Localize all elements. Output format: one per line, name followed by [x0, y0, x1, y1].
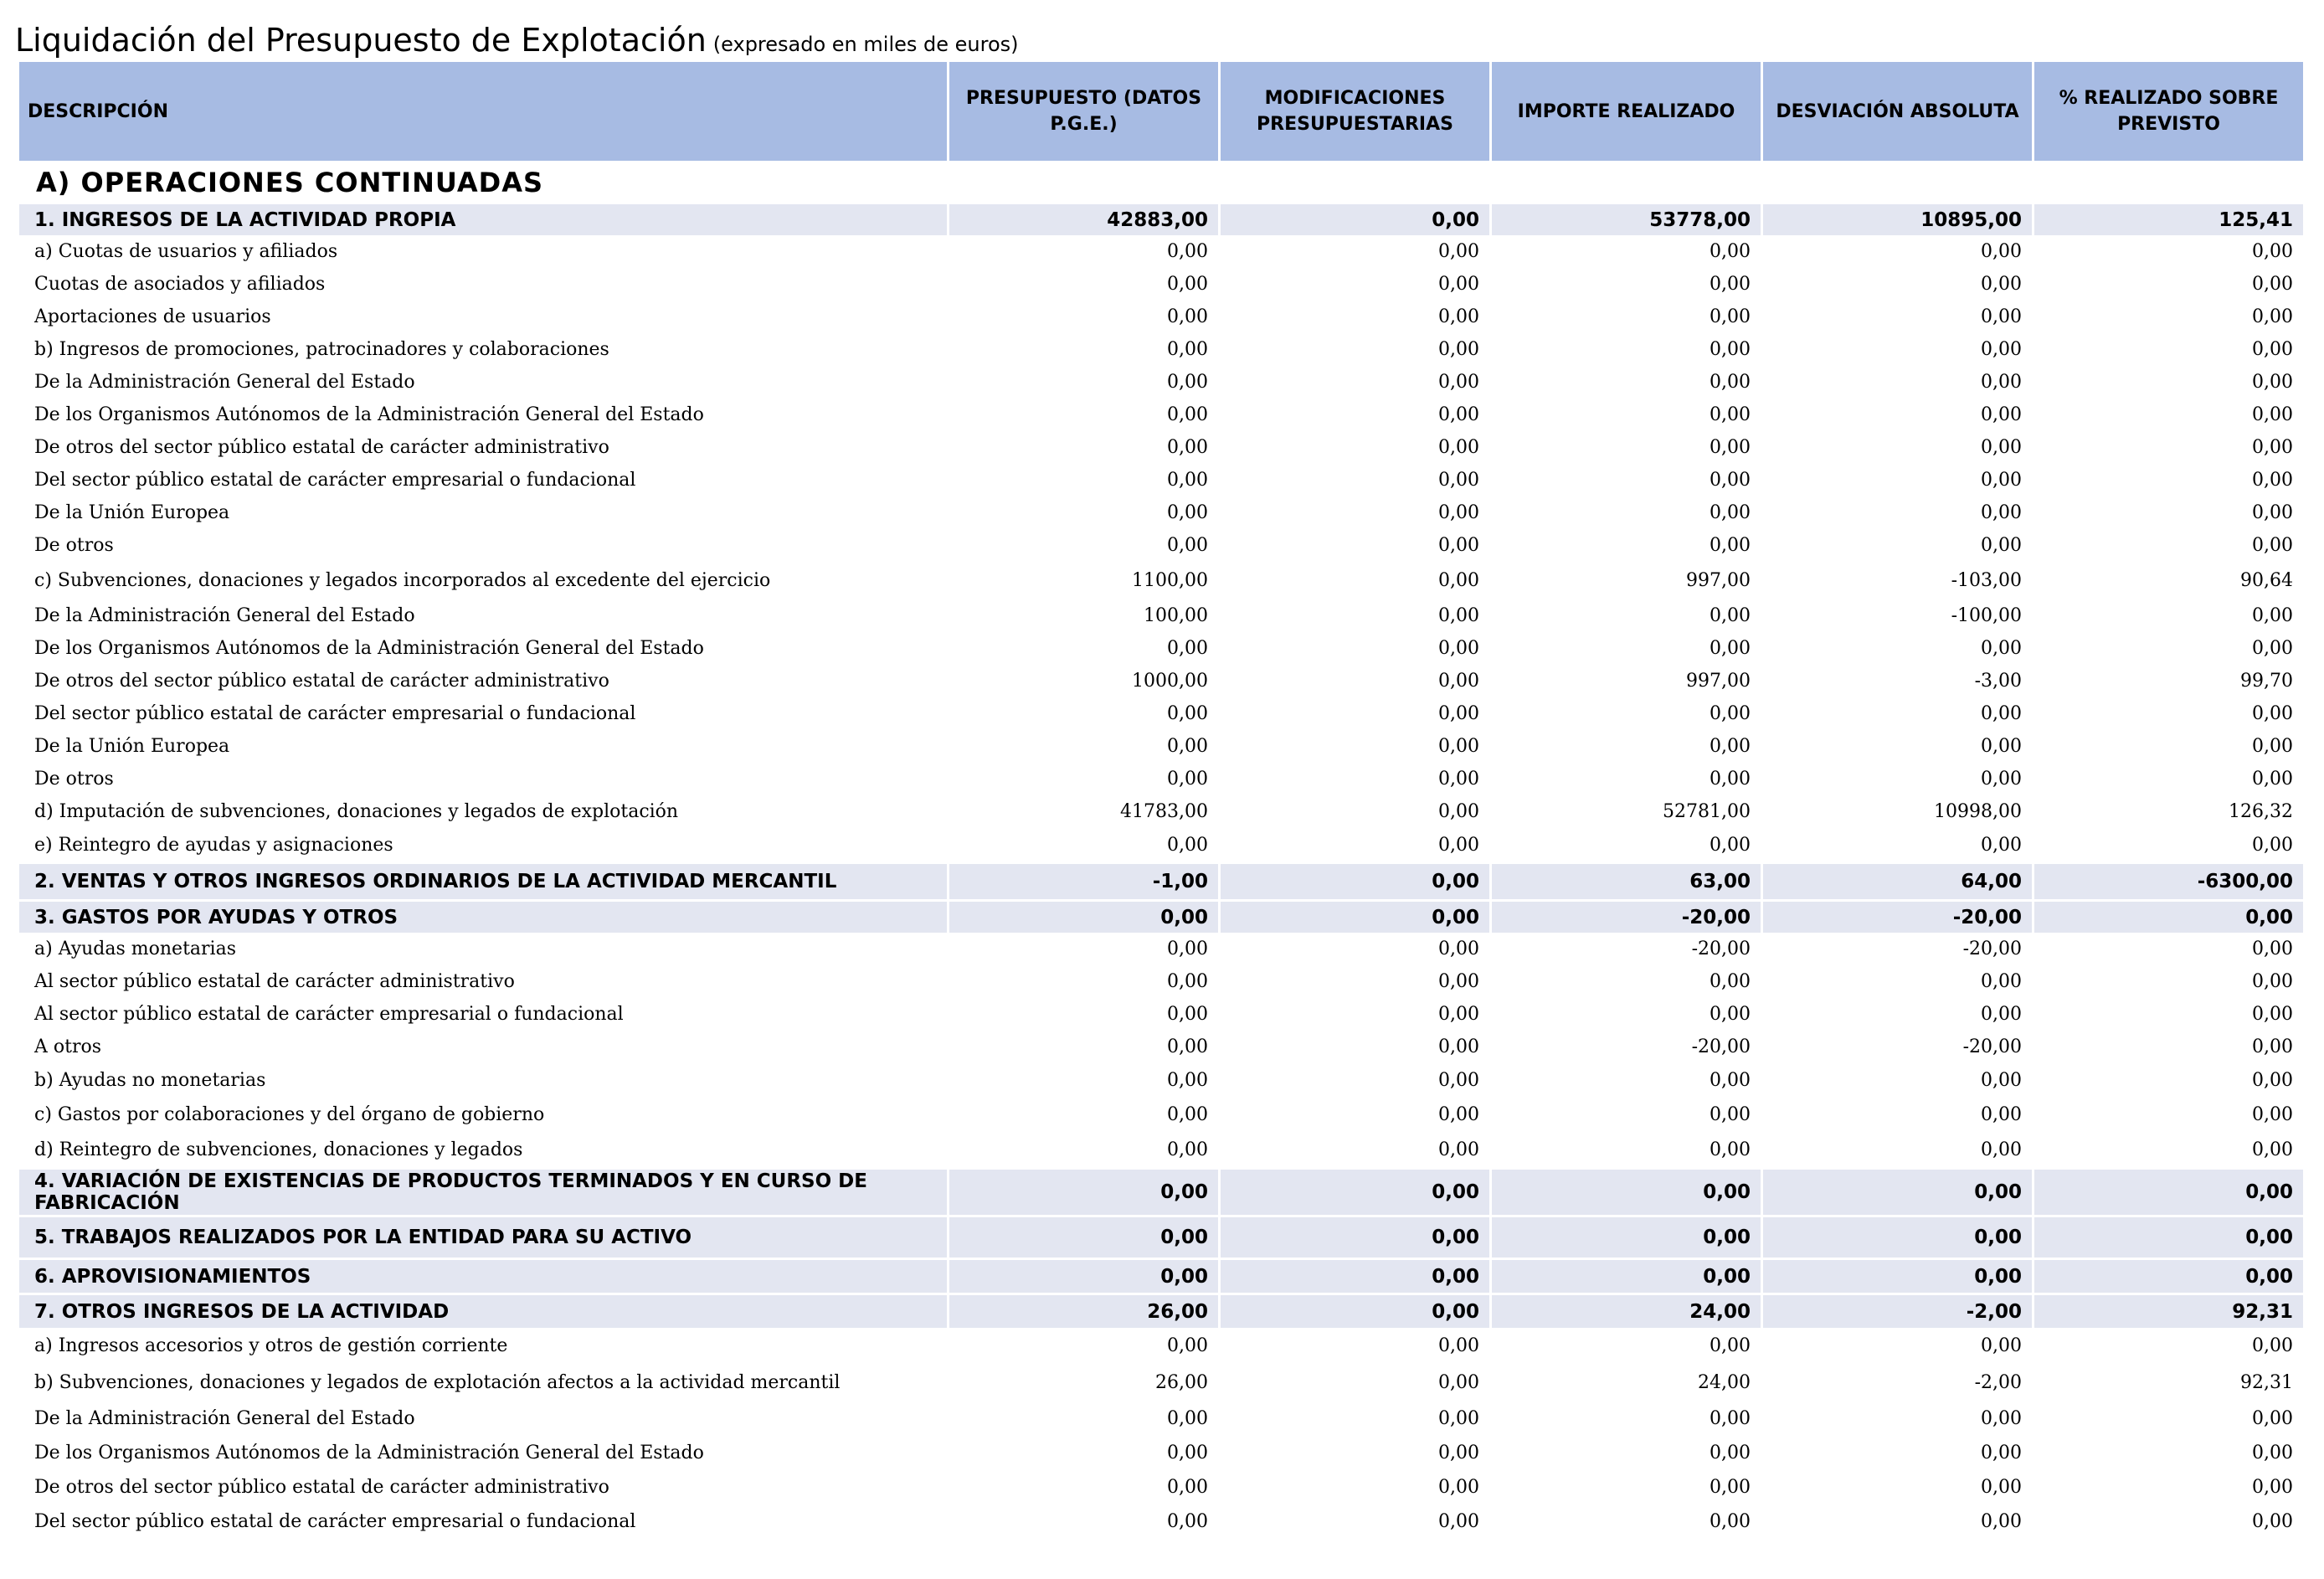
cell-desviacion: 0,00 [1981, 736, 2022, 757]
cell-importe-realizado: 0,00 [1710, 372, 1751, 393]
table-row [19, 795, 2303, 828]
cell-modificaciones: 0,00 [1438, 834, 1479, 856]
cell-importe-realizado: 0,00 [1710, 736, 1751, 757]
cell-porcentaje: 0,00 [2252, 306, 2293, 327]
cell-porcentaje: 0,00 [2252, 274, 2293, 295]
cell-presupuesto: 26,00 [949, 1293, 1218, 1328]
row-description: b) Subvenciones, donaciones y legados de explotación afectos a la actividad mercantil [34, 1371, 841, 1393]
row-description: 1. INGRESOS DE LA ACTIVIDAD PROPIA [19, 202, 947, 235]
cell-modificaciones: 0,00 [1221, 1258, 1489, 1293]
cell-presupuesto: 0,00 [1167, 241, 1208, 262]
cell-modificaciones: 0,00 [1438, 1371, 1479, 1393]
col-header-porcentaje: % REALIZADO SOBRE PREVISTO [2034, 62, 2303, 163]
row-description: Aportaciones de usuarios [34, 306, 271, 327]
row-description: Del sector público estatal de carácter empresarial o fundacional [34, 1511, 636, 1532]
cell-modificaciones: 0,00 [1438, 1335, 1479, 1356]
table-row [19, 933, 2303, 965]
cell-porcentaje: 0,00 [2252, 1335, 2293, 1356]
cell-presupuesto: 41783,00 [1120, 801, 1208, 822]
cell-desviacion: 0,00 [1981, 1104, 2022, 1125]
cell-presupuesto: 0,00 [1167, 306, 1208, 327]
cell-porcentaje: 0,00 [2252, 834, 2293, 856]
cell-porcentaje: 0,00 [2252, 971, 2293, 992]
table-row [19, 965, 2303, 998]
cell-modificaciones: 0,00 [1438, 1070, 1479, 1091]
cell-porcentaje: 0,00 [2252, 535, 2293, 556]
cell-importe-realizado: 0,00 [1710, 769, 1751, 790]
table-row [19, 599, 2303, 632]
cell-porcentaje: 0,00 [2252, 1004, 2293, 1025]
cell-modificaciones: 0,00 [1438, 671, 1479, 692]
row-description: Del sector público estatal de carácter empresarial o fundacional [34, 470, 636, 491]
cell-presupuesto: 0,00 [1167, 1477, 1208, 1498]
cell-modificaciones: 0,00 [1438, 769, 1479, 790]
cell-modificaciones: 0,00 [1438, 1139, 1479, 1160]
table-header-row [19, 62, 2303, 163]
table-row [19, 697, 2303, 730]
cell-porcentaje: 0,00 [2252, 1070, 2293, 1091]
cell-porcentaje: 0,00 [2252, 638, 2293, 659]
cell-importe-realizado: 0,00 [1492, 1167, 1761, 1215]
cell-importe-realizado: 0,00 [1710, 1335, 1751, 1356]
table-row [19, 632, 2303, 665]
cell-porcentaje: 0,00 [2252, 605, 2293, 626]
cell-porcentaje: 0,00 [2252, 1408, 2293, 1429]
cell-desviacion: 0,00 [1981, 1335, 2022, 1356]
cell-desviacion: -20,00 [1962, 939, 2022, 959]
cell-presupuesto: 0,00 [1167, 404, 1208, 425]
section-row [19, 163, 2303, 202]
row-description: Del sector público estatal de carácter empresarial o fundacional [34, 703, 636, 724]
cell-importe-realizado: 0,00 [1710, 971, 1751, 992]
cell-modificaciones: 0,00 [1438, 1004, 1479, 1025]
table-row [19, 301, 2303, 333]
table-row [19, 1031, 2303, 1063]
cell-desviacion: 0,00 [1981, 306, 2022, 327]
table-row [19, 1098, 2303, 1132]
cell-porcentaje: 0,00 [2252, 703, 2293, 724]
row-description: d) Reintegro de subvenciones, donaciones y legados [34, 1139, 523, 1160]
cell-presupuesto: 0,00 [1167, 971, 1208, 992]
cell-modificaciones: 0,00 [1438, 437, 1479, 458]
row-description: 7. OTROS INGRESOS DE LA ACTIVIDAD [19, 1293, 947, 1328]
cell-desviacion: 0,00 [1981, 339, 2022, 360]
cell-importe-realizado: 0,00 [1710, 437, 1751, 458]
cell-porcentaje: 0,00 [2252, 1104, 2293, 1125]
table-row [19, 268, 2303, 301]
table-row [19, 828, 2303, 862]
cell-importe-realizado: 0,00 [1710, 535, 1751, 556]
cell-porcentaje: 0,00 [2252, 437, 2293, 458]
cell-presupuesto: 0,00 [1167, 1104, 1208, 1125]
cell-modificaciones: 0,00 [1438, 1408, 1479, 1429]
col-header-descripcion: DESCRIPCIÓN [19, 62, 947, 163]
table-row [19, 763, 2303, 795]
table-row [19, 665, 2303, 697]
row-description: a) Ingresos accesorios y otros de gestión corriente [34, 1335, 508, 1356]
cell-porcentaje: 0,00 [2252, 1036, 2293, 1057]
cell-desviacion: 0,00 [1981, 404, 2022, 425]
cell-presupuesto: 0,00 [949, 1167, 1218, 1215]
cell-modificaciones: 0,00 [1221, 899, 1489, 933]
cell-presupuesto: 0,00 [949, 1215, 1218, 1258]
cell-presupuesto: -1,00 [949, 862, 1218, 899]
row-description: 6. APROVISIONAMIENTOS [19, 1258, 947, 1293]
cell-presupuesto: 0,00 [1167, 1511, 1208, 1532]
col-header-modificaciones: MODIFICACIONES PRESUPUESTARIAS [1221, 62, 1489, 163]
cell-modificaciones: 0,00 [1438, 404, 1479, 425]
col-header-presupuesto: PRESUPUESTO (DATOS P.G.E.) [949, 62, 1218, 163]
cell-importe-realizado: -20,00 [1691, 1036, 1751, 1057]
cell-modificaciones: 0,00 [1438, 605, 1479, 626]
table-group-row [19, 1293, 2303, 1328]
cell-presupuesto: 0,00 [1167, 502, 1208, 523]
cell-importe-realizado: 0,00 [1710, 1408, 1751, 1429]
row-description: De la Administración General del Estado [34, 372, 415, 393]
table-row [19, 464, 2303, 496]
cell-modificaciones: 0,00 [1221, 1215, 1489, 1258]
row-description: A otros [34, 1036, 102, 1057]
cell-desviacion: 10895,00 [1763, 202, 2032, 235]
cell-desviacion: 0,00 [1981, 1408, 2022, 1429]
cell-presupuesto: 0,00 [1167, 1036, 1208, 1057]
row-description: 2. VENTAS Y OTROS INGRESOS ORDINARIOS DE LA ACTIVIDAD MERCANTIL [19, 862, 947, 899]
table-row [19, 333, 2303, 366]
cell-desviacion: 0,00 [1763, 1215, 2032, 1258]
cell-presupuesto: 0,00 [1167, 372, 1208, 393]
cell-presupuesto: 100,00 [1144, 605, 1208, 626]
table-row [19, 562, 2303, 599]
cell-desviacion: 0,00 [1981, 834, 2022, 856]
cell-presupuesto: 0,00 [1167, 736, 1208, 757]
table-row [19, 998, 2303, 1031]
cell-porcentaje: 0,00 [2034, 899, 2303, 933]
title-units: (expresado en miles de euros) [712, 33, 1019, 56]
cell-modificaciones: 0,00 [1438, 801, 1479, 822]
cell-desviacion: -20,00 [1763, 899, 2032, 933]
cell-desviacion: 0,00 [1981, 1477, 2022, 1498]
cell-importe-realizado: 0,00 [1710, 502, 1751, 523]
cell-desviacion: 10998,00 [1934, 801, 2022, 822]
row-description: a) Cuotas de usuarios y afiliados [34, 241, 338, 262]
cell-desviacion: 0,00 [1981, 638, 2022, 659]
cell-presupuesto: 0,00 [1167, 834, 1208, 856]
row-description: Al sector público estatal de carácter empresarial o fundacional [34, 1004, 624, 1025]
cell-modificaciones: 0,00 [1438, 570, 1479, 591]
cell-presupuesto: 0,00 [1167, 1004, 1208, 1025]
cell-modificaciones: 0,00 [1438, 339, 1479, 360]
row-description: b) Ingresos de promociones, patrocinadores y colaboraciones [34, 339, 609, 360]
cell-porcentaje: 0,00 [2034, 1215, 2303, 1258]
cell-modificaciones: 0,00 [1438, 971, 1479, 992]
table-row [19, 1470, 2303, 1504]
cell-desviacion: 0,00 [1981, 1004, 2022, 1025]
table-row [19, 1402, 2303, 1436]
cell-presupuesto: 0,00 [1167, 535, 1208, 556]
cell-desviacion: 0,00 [1981, 1070, 2022, 1091]
table-row [19, 431, 2303, 464]
table-row [19, 1436, 2303, 1470]
row-description: De los Organismos Autónomos de la Administración General del Estado [34, 404, 704, 425]
row-description: d) Imputación de subvenciones, donaciones y legados de explotación [34, 801, 679, 822]
table-group-row [19, 899, 2303, 933]
table-row [19, 366, 2303, 399]
cell-desviacion: 0,00 [1981, 502, 2022, 523]
row-description: De otros del sector público estatal de carácter administrativo [34, 437, 609, 458]
cell-importe-realizado: 63,00 [1492, 862, 1761, 899]
cell-desviacion: 0,00 [1981, 535, 2022, 556]
cell-presupuesto: 0,00 [1167, 274, 1208, 295]
cell-modificaciones: 0,00 [1221, 1293, 1489, 1328]
cell-importe-realizado: 0,00 [1710, 1104, 1751, 1125]
cell-importe-realizado: 0,00 [1710, 605, 1751, 626]
cell-presupuesto: 1000,00 [1132, 671, 1208, 692]
table-row [19, 529, 2303, 562]
row-description: e) Reintegro de ayudas y asignaciones [34, 834, 393, 856]
cell-importe-realizado: 997,00 [1686, 570, 1751, 591]
cell-desviacion: 0,00 [1763, 1167, 2032, 1215]
cell-modificaciones: 0,00 [1221, 1167, 1489, 1215]
cell-modificaciones: 0,00 [1438, 1036, 1479, 1057]
cell-desviacion: 64,00 [1763, 862, 2032, 899]
row-description: 3. GASTOS POR AYUDAS Y OTROS [19, 899, 947, 933]
table-row [19, 1504, 2303, 1539]
cell-desviacion: 0,00 [1981, 470, 2022, 491]
cell-porcentaje: 99,70 [2240, 671, 2293, 692]
cell-porcentaje: 0,00 [2252, 372, 2293, 393]
table-row [19, 730, 2303, 763]
budget-table [17, 62, 2306, 1539]
row-description: De otros del sector público estatal de carácter administrativo [34, 671, 609, 692]
cell-modificaciones: 0,00 [1438, 736, 1479, 757]
table-group-row [19, 1215, 2303, 1258]
cell-presupuesto: 0,00 [1167, 1443, 1208, 1463]
row-description: De la Administración General del Estado [34, 1408, 415, 1429]
cell-porcentaje: 0,00 [2252, 404, 2293, 425]
cell-presupuesto: 0,00 [949, 899, 1218, 933]
cell-desviacion: -3,00 [1974, 671, 2022, 692]
cell-desviacion: -100,00 [1951, 605, 2022, 626]
row-description: De otros [34, 535, 114, 556]
cell-modificaciones: 0,00 [1221, 202, 1489, 235]
cell-presupuesto: 0,00 [1167, 703, 1208, 724]
cell-desviacion: 0,00 [1981, 971, 2022, 992]
cell-modificaciones: 0,00 [1438, 535, 1479, 556]
cell-importe-realizado: 0,00 [1710, 339, 1751, 360]
cell-desviacion: 0,00 [1981, 437, 2022, 458]
cell-importe-realizado: 0,00 [1710, 404, 1751, 425]
cell-importe-realizado: 0,00 [1710, 834, 1751, 856]
cell-porcentaje: 0,00 [2252, 1511, 2293, 1532]
cell-presupuesto: 0,00 [949, 1258, 1218, 1293]
cell-modificaciones: 0,00 [1438, 939, 1479, 959]
section-title: A) OPERACIONES CONTINUADAS [36, 167, 543, 198]
row-description: Cuotas de asociados y afiliados [34, 274, 326, 295]
cell-modificaciones: 0,00 [1438, 1477, 1479, 1498]
cell-desviacion: -2,00 [1974, 1371, 2022, 1393]
cell-porcentaje: 0,00 [2252, 470, 2293, 491]
cell-importe-realizado: 53778,00 [1492, 202, 1761, 235]
table-row [19, 235, 2303, 268]
cell-porcentaje: -6300,00 [2034, 862, 2303, 899]
cell-porcentaje: 0,00 [2034, 1167, 2303, 1215]
table-group-row [19, 1167, 2303, 1215]
table-row [19, 399, 2303, 431]
table-row [19, 1132, 2303, 1167]
cell-presupuesto: 0,00 [1167, 339, 1208, 360]
cell-modificaciones: 0,00 [1438, 638, 1479, 659]
cell-modificaciones: 0,00 [1438, 241, 1479, 262]
col-header-importe-realizado: IMPORTE REALIZADO [1492, 62, 1761, 163]
cell-importe-realizado: 0,00 [1710, 306, 1751, 327]
row-description: De la Unión Europea [34, 736, 230, 757]
cell-importe-realizado: 0,00 [1710, 1070, 1751, 1091]
cell-porcentaje: 126,32 [2229, 801, 2293, 822]
cell-modificaciones: 0,00 [1438, 372, 1479, 393]
cell-importe-realizado: 0,00 [1710, 1477, 1751, 1498]
cell-modificaciones: 0,00 [1438, 1104, 1479, 1125]
cell-desviacion: 0,00 [1981, 703, 2022, 724]
cell-importe-realizado: 0,00 [1492, 1215, 1761, 1258]
cell-desviacion: 0,00 [1981, 769, 2022, 790]
cell-desviacion: 0,00 [1981, 241, 2022, 262]
row-description: c) Subvenciones, donaciones y legados incorporados al excedente del ejercicio [34, 570, 771, 591]
cell-presupuesto: 26,00 [1155, 1371, 1208, 1393]
table-row [19, 1063, 2303, 1098]
cell-desviacion: 0,00 [1981, 274, 2022, 295]
cell-porcentaje: 92,31 [2034, 1293, 2303, 1328]
cell-importe-realizado: 0,00 [1710, 274, 1751, 295]
cell-porcentaje: 0,00 [2252, 1139, 2293, 1160]
cell-importe-realizado: 0,00 [1710, 1004, 1751, 1025]
cell-porcentaje: 0,00 [2252, 939, 2293, 959]
cell-porcentaje: 0,00 [2252, 736, 2293, 757]
cell-desviacion: 0,00 [1763, 1258, 2032, 1293]
cell-desviacion: 0,00 [1981, 1511, 2022, 1532]
row-description: De otros del sector público estatal de carácter administrativo [34, 1477, 609, 1498]
cell-porcentaje: 0,00 [2252, 502, 2293, 523]
cell-modificaciones: 0,00 [1438, 502, 1479, 523]
row-description: De los Organismos Autónomos de la Administración General del Estado [34, 638, 704, 659]
row-description: De la Administración General del Estado [34, 605, 415, 626]
cell-porcentaje: 0,00 [2252, 769, 2293, 790]
cell-porcentaje: 92,31 [2240, 1371, 2293, 1393]
table-body [19, 163, 2303, 1539]
cell-modificaciones: 0,00 [1438, 703, 1479, 724]
cell-modificaciones: 0,00 [1438, 470, 1479, 491]
page-title [15, 22, 1019, 59]
cell-importe-realizado: 0,00 [1710, 703, 1751, 724]
row-description: De los Organismos Autónomos de la Administración General del Estado [34, 1443, 704, 1463]
cell-importe-realizado: 0,00 [1492, 1258, 1761, 1293]
cell-presupuesto: 0,00 [1167, 769, 1208, 790]
cell-desviacion: 0,00 [1981, 1443, 2022, 1463]
cell-presupuesto: 0,00 [1167, 1335, 1208, 1356]
table-row [19, 496, 2303, 529]
cell-importe-realizado: 0,00 [1710, 470, 1751, 491]
cell-importe-realizado: 24,00 [1492, 1293, 1761, 1328]
cell-importe-realizado: -20,00 [1691, 939, 1751, 959]
table-row [19, 1328, 2303, 1363]
cell-presupuesto: 0,00 [1167, 470, 1208, 491]
cell-modificaciones: 0,00 [1438, 306, 1479, 327]
cell-presupuesto: 0,00 [1167, 1070, 1208, 1091]
col-header-desviacion: DESVIACIÓN ABSOLUTA [1763, 62, 2032, 163]
cell-importe-realizado: 0,00 [1710, 1511, 1751, 1532]
cell-presupuesto: 1100,00 [1132, 570, 1208, 591]
row-description: c) Gastos por colaboraciones y del órgano de gobierno [34, 1104, 545, 1125]
cell-importe-realizado: 0,00 [1710, 1139, 1751, 1160]
row-description: 5. TRABAJOS REALIZADOS POR LA ENTIDAD PARA SU ACTIVO [19, 1215, 947, 1258]
cell-importe-realizado: 24,00 [1698, 1371, 1751, 1393]
cell-presupuesto: 0,00 [1167, 1408, 1208, 1429]
cell-modificaciones: 0,00 [1438, 1443, 1479, 1463]
row-description: b) Ayudas no monetarias [34, 1070, 266, 1091]
cell-desviacion: -2,00 [1763, 1293, 2032, 1328]
cell-presupuesto: 0,00 [1167, 939, 1208, 959]
cell-modificaciones: 0,00 [1438, 1511, 1479, 1532]
table-row [19, 1363, 2303, 1402]
cell-desviacion: 0,00 [1981, 1139, 2022, 1160]
cell-porcentaje: 125,41 [2034, 202, 2303, 235]
cell-porcentaje: 0,00 [2252, 1443, 2293, 1463]
cell-importe-realizado: 0,00 [1710, 1443, 1751, 1463]
cell-porcentaje: 0,00 [2252, 1477, 2293, 1498]
row-description: a) Ayudas monetarias [34, 939, 236, 959]
cell-importe-realizado: 0,00 [1710, 638, 1751, 659]
cell-importe-realizado: 0,00 [1710, 241, 1751, 262]
row-description: De la Unión Europea [34, 502, 230, 523]
cell-desviacion: -103,00 [1951, 570, 2022, 591]
cell-presupuesto: 0,00 [1167, 638, 1208, 659]
cell-modificaciones: 0,00 [1221, 862, 1489, 899]
table-group-row [19, 862, 2303, 899]
title-text: Liquidación del Presupuesto de Explotación [15, 22, 707, 59]
cell-importe-realizado: -20,00 [1492, 899, 1761, 933]
cell-modificaciones: 0,00 [1438, 274, 1479, 295]
table-group-row [19, 202, 2303, 235]
cell-presupuesto: 42883,00 [949, 202, 1218, 235]
row-description: 4. VARIACIÓN DE EXISTENCIAS DE PRODUCTOS TERMINADOS Y EN CURSO DE FABRICACIÓN [19, 1167, 947, 1215]
cell-porcentaje: 0,00 [2252, 241, 2293, 262]
cell-desviacion: -20,00 [1962, 1036, 2022, 1057]
cell-desviacion: 0,00 [1981, 372, 2022, 393]
cell-importe-realizado: 52781,00 [1663, 801, 1751, 822]
cell-importe-realizado: 997,00 [1686, 671, 1751, 692]
cell-presupuesto: 0,00 [1167, 437, 1208, 458]
cell-porcentaje: 0,00 [2034, 1258, 2303, 1293]
cell-porcentaje: 90,64 [2240, 570, 2293, 591]
cell-porcentaje: 0,00 [2252, 339, 2293, 360]
table-group-row [19, 1258, 2303, 1293]
row-description: De otros [34, 769, 114, 790]
cell-presupuesto: 0,00 [1167, 1139, 1208, 1160]
row-description: Al sector público estatal de carácter administrativo [34, 971, 515, 992]
